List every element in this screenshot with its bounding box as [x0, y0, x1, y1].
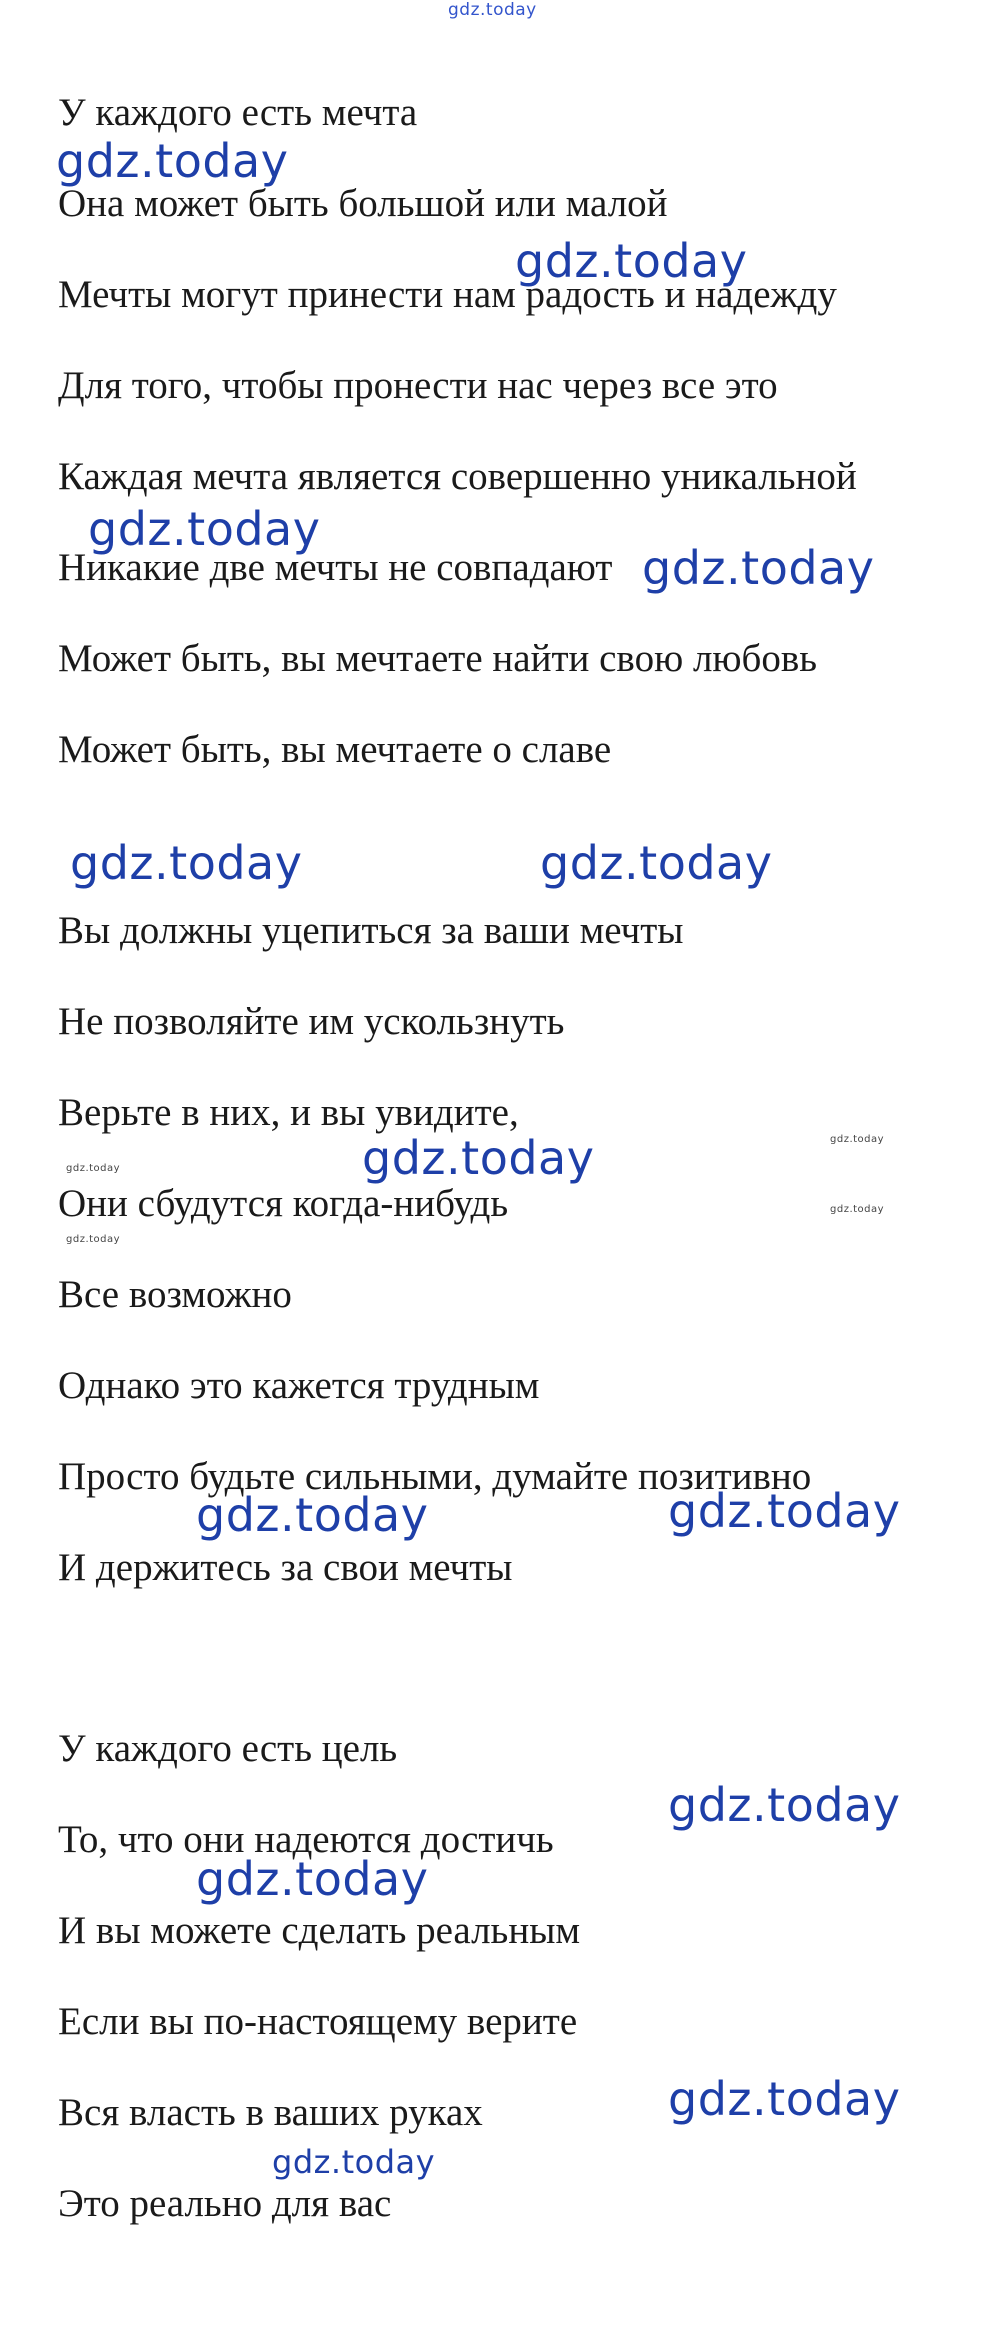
verse-line: То, что они надеются достичь [58, 1818, 554, 1861]
watermark: gdz.today [642, 541, 875, 595]
watermark-small: gdz.today [66, 1163, 121, 1174]
verse-line: Вы должны уцепиться за ваши мечты [58, 909, 684, 952]
verse-line: И вы можете сделать реальным [58, 1909, 581, 1952]
verse-line: Мечты могут принести нам радость и надежду [58, 273, 837, 316]
watermark: gdz.today [540, 836, 773, 890]
watermark: gdz.today [668, 1484, 901, 1538]
verse-line: Никакие две мечты не совпадают [58, 546, 613, 589]
watermark-small: gdz.today [830, 1134, 885, 1145]
verse-line: Однако это кажется трудным [58, 1364, 540, 1407]
watermark: gdz.today [88, 502, 321, 556]
verse-line: Она может быть большой или малой [58, 182, 668, 225]
verse-line: И держитесь за свои мечты [58, 1546, 513, 1589]
verse-line: Это реально для вас [58, 2182, 392, 2225]
watermark-small: gdz.today [830, 1204, 885, 1215]
watermark: gdz.today [196, 1488, 429, 1542]
verse-line: Они сбудутся когда-нибудь [58, 1182, 509, 1225]
watermark: gdz.today [362, 1131, 595, 1185]
verse-line: У каждого есть мечта [58, 91, 418, 134]
watermark: gdz.today [196, 1852, 429, 1906]
verse-line: У каждого есть цель [58, 1727, 398, 1770]
verse-line: Может быть, вы мечтаете найти свою любовь [58, 637, 818, 680]
watermark: gdz.today [668, 1778, 901, 1832]
verse-line: Не позволяйте им ускользнуть [58, 1000, 565, 1043]
verse-line: Может быть, вы мечтаете о славе [58, 728, 612, 771]
watermark: gdz.today [70, 836, 303, 890]
watermark-top: gdz.today [448, 0, 537, 20]
watermark: gdz.today [668, 2072, 901, 2126]
verse-line: Верьте в них, и вы увидите, [58, 1091, 519, 1134]
watermark: gdz.today [56, 134, 289, 188]
verse-line: Для того, чтобы пронести нас через все это [58, 364, 778, 407]
watermark: gdz.today [272, 2143, 436, 2181]
verse-line: Вся власть в ваших руках [58, 2091, 483, 2134]
watermark-small: gdz.today [66, 1234, 121, 1245]
verse-line: Все возможно [58, 1273, 292, 1316]
verse-line: Каждая мечта является совершенно уникальной [58, 455, 857, 498]
verse-line: Просто будьте сильными, думайте позитивно [58, 1455, 812, 1498]
verse-line: Если вы по-настоящему верите [58, 2000, 578, 2043]
watermark: gdz.today [515, 234, 748, 288]
